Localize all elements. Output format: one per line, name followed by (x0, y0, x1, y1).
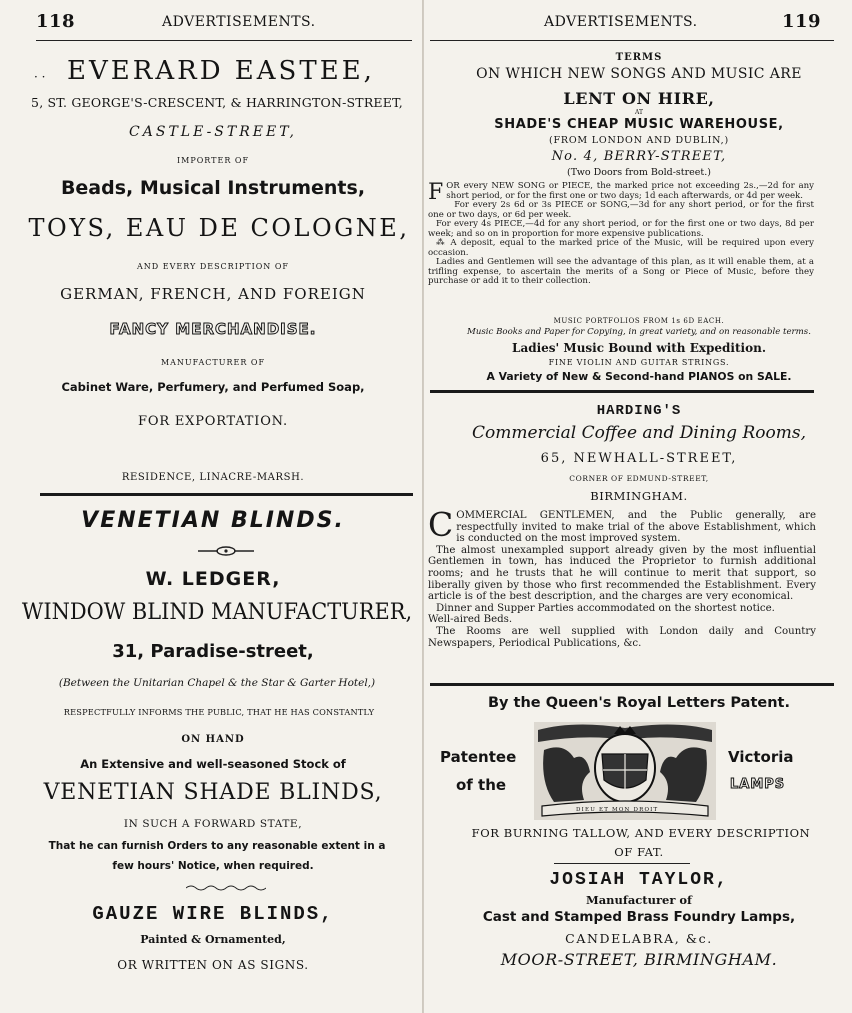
harding-p5: The Rooms are well supplied with London daily and Country Newspapers, Periodical Publications, &c. (428, 625, 816, 649)
left-running-title: ADVERTISEMENTS. (162, 14, 316, 30)
taylor-lamps: LAMPS (730, 777, 786, 792)
shade-p2: For every 2s 6d or 3s PIECE or SONG,—3d for any short period, or for the first one or two days, or 6d per week. (428, 200, 814, 220)
taylor-candelabra: CANDELABRA, &c. (565, 931, 713, 946)
shade-terms-body (428, 182, 814, 287)
right-head-rule (430, 40, 834, 41)
eastee-name: EVERARD EASTEE, (67, 56, 375, 86)
harding-p2: The almost unexampled support already given by the most influential Gentlemen in town, has induced the Proprietor to furnish additional rooms; and he trusts that he will continue to merit that support, so liberally given by those who first recommended the Establishment. Every article is of the best description, and the charges are very economical. (428, 544, 816, 603)
shade-variety: A Variety of New & Second-hand PIANOS on SALE. (486, 370, 792, 383)
left-running-head (0, 11, 426, 36)
eastee-every: AND EVERY DESCRIPTION OF (137, 262, 289, 271)
eastee-residence: RESIDENCE, LINACRE-MARSH. (121, 472, 305, 483)
shade-p1: OR every NEW SONG or PIECE, the marked price not exceeding 2s.,—2d for any short period, or for the first one or two days; 1d each afterwards, or 4d per week. (446, 181, 814, 201)
ledger-onhand: ON HAND (181, 734, 245, 745)
harding-commercial: Commercial Coffee and Dining Rooms, (472, 423, 806, 443)
ledger-shade: VENETIAN SHADE BLINDS, (43, 780, 383, 805)
taylor-fat: OF FAT. (614, 845, 664, 859)
shade-p3: For every 4s PIECE,—4d for any short period, or for the first one or two days, 8d per week; and so on in proportion for more expensive publications. (428, 219, 814, 239)
shade-p4: ⁂ A deposit, equal to the marked price of the Music, will be required upon every occasion. (428, 238, 814, 258)
advert-divider (40, 493, 413, 496)
taylor-patent: By the Queen's Royal Letters Patent. (488, 695, 790, 711)
ledger-name: W. LEDGER, (145, 568, 281, 590)
shade-from: (FROM LONDON AND DUBLIN,) (548, 135, 730, 146)
taylor-rule (554, 863, 690, 864)
ledger-extensive: An Extensive and well-seasoned Stock of (80, 757, 346, 771)
taylor-cast: Cast and Stamped Brass Foundry Lamps, (482, 909, 796, 925)
harding-city: BIRMINGHAM. (590, 489, 688, 503)
harding-corner: CORNER OF EDMUND-STREET, (569, 474, 709, 483)
harding-body (428, 505, 816, 649)
eastee-toys: TOYS, EAU DE COLOGNE, (28, 214, 410, 242)
harding-name: HARDING'S (596, 403, 682, 419)
shade-lent: LENT ON HIRE, (563, 89, 715, 108)
shade-p5: Ladies and Gentlemen will see the advantage of this plan, as it will enable them, at a trifling expense, to ascertain the merits of a Song or Piece of Music, before they purchase or add it to their collection. (428, 257, 814, 286)
shade-dropcap: F (428, 180, 444, 205)
harding-p1: OMMERCIAL GENTLEMEN, and the Public generally, are respectfully invited to make trial of the above Establishment, which is conducted on the most improved system. (456, 510, 816, 545)
ledger-venetian: VENETIAN BLINDS. (81, 508, 345, 533)
crest-motto: DIEU ET MON DROIT (576, 807, 659, 813)
wavy-rule (186, 884, 266, 892)
left-page-number: 118 (36, 11, 76, 32)
taylor-patentee: Patentee (440, 748, 517, 766)
shade-on-which: ON WHICH NEW SONGS AND MUSIC ARE (476, 66, 802, 82)
eastee-german: GERMAN, FRENCH, AND FOREIGN (60, 285, 366, 303)
taylor-name: JOSIAH TAYLOR, (549, 870, 729, 890)
shade-fine: FINE VIOLIN AND GUITAR STRINGS. (548, 358, 730, 367)
flourish-ornament (196, 545, 256, 557)
eastee-cabinet: Cabinet Ware, Perfumery, and Perfumed Soap, (61, 380, 365, 394)
taylor-manufacturer: Manufacturer of (585, 893, 693, 907)
taylor-moor: MOOR-STREET, BIRMINGHAM. (500, 950, 778, 969)
harding-dropcap: C (428, 505, 454, 544)
eastee-fancy: FANCY MERCHANDISE. (109, 320, 317, 338)
taylor-victoria: Victoria (728, 748, 794, 766)
taylor-of-the: of the (456, 776, 507, 794)
ledger-gauze: GAUZE WIRE BLINDS, (92, 903, 334, 925)
eastee-castle: CASTLE-STREET, (129, 124, 297, 140)
right-running-title: ADVERTISEMENTS. (544, 14, 698, 30)
harding-divider (430, 683, 834, 686)
eastee-manufacturer: MANUFACTURER OF (160, 358, 266, 367)
shade-books: Music Books and Paper for Copying, in great variety, and on reasonable terms. (467, 327, 811, 337)
harding-street: 65, NEWHALL-STREET, (540, 451, 738, 466)
right-page (426, 0, 852, 1013)
shade-berry: No. 4, BERRY-STREET, (551, 149, 727, 164)
left-head-rule (36, 40, 412, 41)
taylor-burning: FOR BURNING TALLOW, AND EVERY DESCRIPTION (471, 826, 811, 840)
ledger-painted: Painted & Ornamented, (140, 933, 286, 946)
harding-p3: Dinner and Supper Parties accommodated on the shortest notice. (436, 602, 775, 614)
eastee-export: FOR EXPORTATION. (138, 414, 288, 429)
shade-ladies: Ladies' Music Bound with Expedition. (512, 341, 766, 355)
ledger-street: 31, Paradise-street, (112, 641, 314, 662)
shade-two-doors: (Two Doors from Bold-street.) (567, 167, 711, 178)
shade-warehouse: SHADE'S CHEAP MUSIC WAREHOUSE, (494, 117, 784, 132)
shade-at: AT (634, 109, 643, 116)
shade-portfolios: MUSIC PORTFOLIOS FROM 1s 6D EACH. (553, 317, 725, 325)
harding-p4: Well-aired Beds. (428, 614, 513, 626)
ledger-furnish-2: few hours' Notice, when required. (112, 860, 314, 872)
ledger-forward: IN SUCH A FORWARD STATE, (123, 818, 303, 830)
royal-coat-of-arms-icon (534, 722, 716, 820)
shade-divider (430, 390, 814, 393)
eastee-importer: IMPORTER OF (176, 156, 250, 165)
right-page-number: 119 (782, 11, 822, 32)
eastee-beads: Beads, Musical Instruments, (60, 177, 366, 199)
ledger-between: (Between the Unitarian Chapel & the Star & Garter Hotel,) (58, 677, 376, 689)
eastee-address: 5, ST. GEORGE'S-CRESCENT, & HARRINGTON-STREET, (31, 95, 403, 110)
ledger-furnish-1: That he can furnish Orders to any reasonable extent in a (48, 840, 386, 852)
shade-terms: TERMS (615, 52, 663, 63)
right-running-head (426, 11, 852, 36)
ornament-dots: · · (34, 70, 46, 84)
ledger-written: OR WRITTEN ON AS SIGNS. (117, 958, 309, 972)
ledger-window: WINDOW BLIND MANUFACTURER, (21, 600, 413, 625)
ledger-respect: RESPECTFULLY INFORMS THE PUBLIC, THAT HE HAS CONSTANTLY (63, 707, 375, 717)
